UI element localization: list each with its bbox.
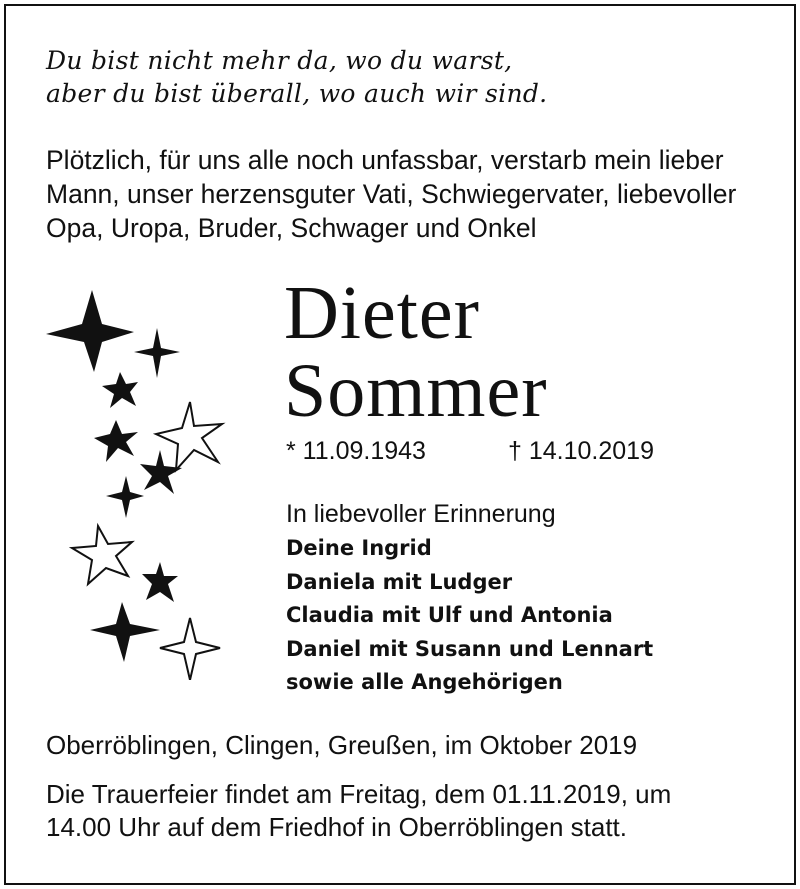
deceased-name	[284, 271, 548, 433]
star-icon	[142, 562, 178, 602]
star-icon	[134, 328, 180, 378]
star-icon	[106, 476, 144, 518]
star-icon	[90, 602, 160, 662]
star-icon	[94, 420, 138, 462]
mourners-list	[286, 532, 653, 700]
poem-line-1: Du bist nicht mehr da, wo du warst,	[46, 46, 513, 75]
intro-line-3: Opa, Uropa, Bruder, Schwager und Onkel	[46, 213, 537, 243]
memory-label: In liebevoller Erinnerung	[286, 500, 556, 528]
funeral-line-1: Die Trauerfeier findet am Freitag, dem 01.11.2019, um	[46, 779, 672, 809]
last-name: Sommer	[284, 349, 548, 433]
poem	[46, 44, 547, 110]
star-icon	[156, 402, 222, 470]
star-icon	[72, 526, 132, 584]
mourner-line: sowie alle Angehörigen	[286, 670, 563, 694]
star-decoration	[40, 290, 240, 680]
star-icon	[102, 372, 138, 408]
mourner-line: Deine Ingrid	[286, 536, 432, 560]
intro-line-2: Mann, unser herzensguter Vati, Schwiegervater, liebevoller	[46, 179, 737, 209]
first-name: Dieter	[284, 271, 480, 355]
mourner-line: Daniel mit Susann und Lennart	[286, 636, 654, 661]
death-date: † 14.10.2019	[508, 437, 654, 465]
funeral-info	[46, 778, 671, 844]
life-dates	[286, 436, 654, 466]
birth-date: * 11.09.1943	[286, 437, 426, 465]
place-and-date: Oberröblingen, Clingen, Greußen, im Oktober 2019	[46, 730, 638, 760]
star-icon	[140, 450, 182, 494]
poem-line-2: aber du bist überall, wo auch wir sind.	[46, 79, 548, 108]
star-icon	[160, 618, 220, 680]
mourner-line: Claudia mit Ulf und Antonia	[286, 603, 613, 627]
mourner-line: Daniela mit Ludger	[286, 569, 513, 594]
star-icon	[46, 290, 134, 372]
funeral-line-2: 14.00 Uhr auf dem Friedhof in Oberröblingen statt.	[46, 812, 627, 842]
intro-line-1: Plötzlich, für uns alle noch unfassbar, verstarb mein lieber	[46, 145, 724, 175]
intro-text	[46, 143, 786, 245]
